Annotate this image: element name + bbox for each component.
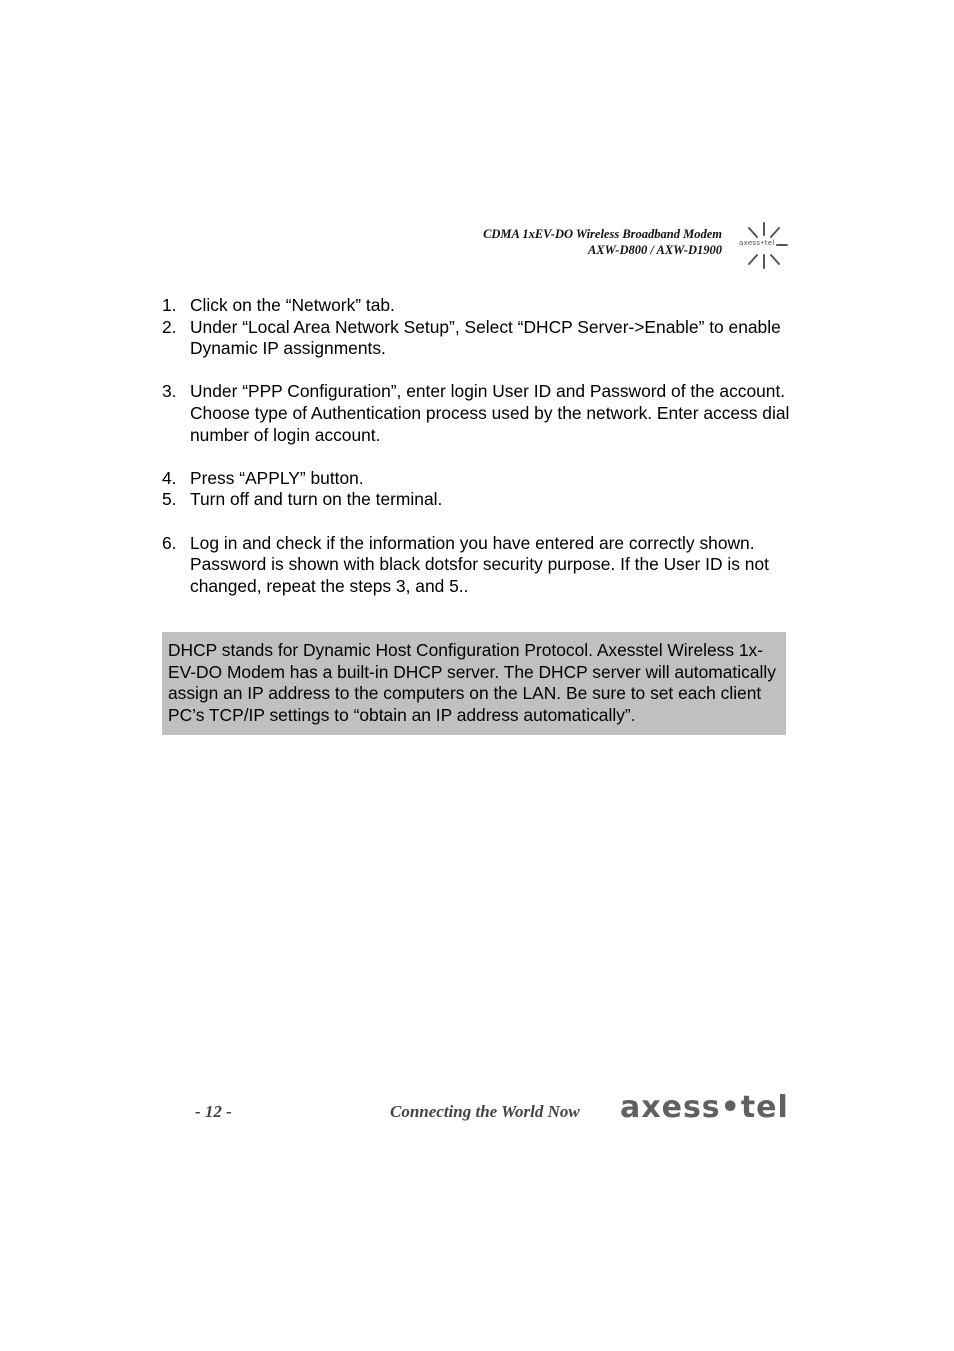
- footer-slogan: Connecting the World Now: [390, 1102, 580, 1121]
- list-item: [162, 489, 792, 511]
- list-item: [162, 381, 792, 446]
- step-text: Turn off and turn on the terminal.: [190, 489, 443, 510]
- list-item: [162, 533, 792, 598]
- step-text: Press “APPLY” button.: [190, 467, 364, 488]
- step-number: 2.: [162, 316, 177, 337]
- dhcp-note-box: DHCP stands for Dynamic Host Configuration Protocol. Axesstel Wireless 1x-EV-DO Modem has a built-in DHCP server. The DHCP server will automatically assign an IP address to the computers on the LAN. Be sure to set each client PC’s TCP/IP settings to “obtain an IP address automatically”.: [162, 632, 786, 735]
- list-item: [162, 468, 792, 490]
- list-item: [162, 295, 792, 317]
- step-text: Click on the “Network” tab.: [190, 295, 395, 315]
- page-header: [483, 226, 722, 258]
- step-number: 5.: [162, 489, 177, 510]
- logo-small-text: axess•tel: [739, 239, 775, 247]
- header-product-line: CDMA 1xEV-DO Wireless Broadband Modem: [483, 227, 722, 241]
- page-number: - 12 -: [195, 1102, 232, 1121]
- instruction-steps: [162, 295, 792, 597]
- step-number: 1.: [162, 295, 177, 315]
- step-number: 6.: [162, 532, 177, 553]
- footer-brand-logo: axess•tel: [620, 1090, 789, 1125]
- step-text: Under “PPP Configuration”, enter login User ID and Password of the account. Choose type of Authentication process used by the network. Enter access dial number of login account.: [190, 381, 790, 445]
- step-number: 4.: [162, 467, 177, 488]
- step-number: 3.: [162, 381, 177, 402]
- header-model-line: AXW-D800 / AXW-D1900: [587, 243, 722, 257]
- list-item: [162, 317, 792, 360]
- step-text: Under “Local Area Network Setup”, Select “DHCP Server->Enable” to enable Dynamic IP assignments.: [190, 316, 781, 359]
- step-text: Log in and check if the information you have entered are correctly shown. Password is shown with black dotsfor security purpose. If the User ID is not changed, repeat the steps 3, and 5..: [190, 532, 769, 596]
- axesstel-burst-logo-icon: [737, 220, 789, 272]
